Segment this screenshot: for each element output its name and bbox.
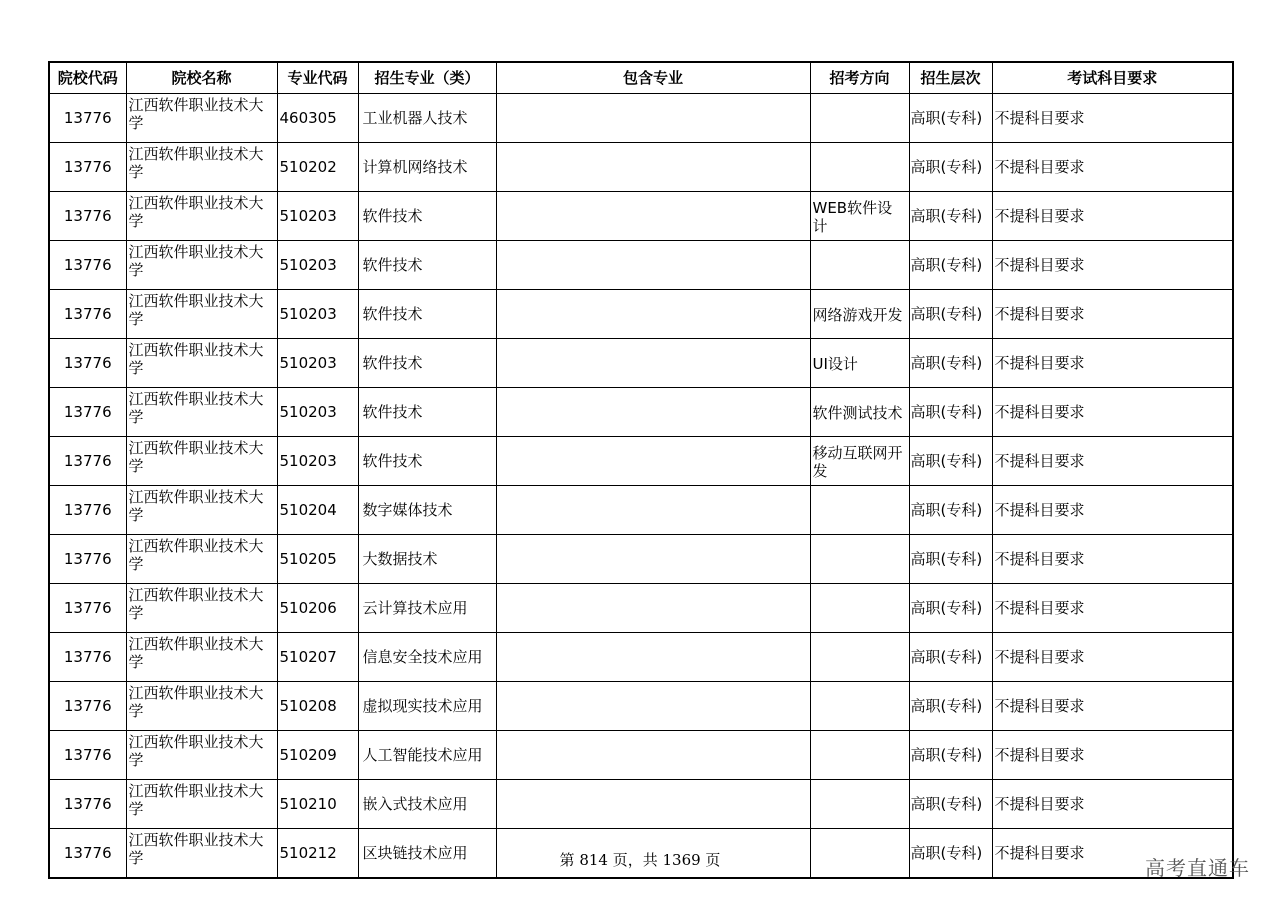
cell-school-code: 13776 <box>49 241 126 290</box>
cell-school-name: 江西软件职业技术大学 <box>126 633 277 682</box>
cell-major-code: 510212 <box>277 829 358 879</box>
cell-included-majors <box>496 584 810 633</box>
cell-included-majors <box>496 731 810 780</box>
cell-major-code: 460305 <box>277 94 358 143</box>
cell-direction <box>810 241 909 290</box>
cell-subject-requirement: 不提科目要求 <box>992 241 1233 290</box>
cell-included-majors <box>496 388 810 437</box>
cell-major: 软件技术 <box>358 290 496 339</box>
cell-major: 计算机网络技术 <box>358 143 496 192</box>
cell-school-code: 13776 <box>49 780 126 829</box>
cell-included-majors <box>496 437 810 486</box>
header-subject-requirement: 考试科目要求 <box>992 62 1233 94</box>
table-row <box>49 388 1233 437</box>
table-row <box>49 731 1233 780</box>
cell-direction <box>810 633 909 682</box>
cell-direction <box>810 584 909 633</box>
header-major-code: 专业代码 <box>277 62 358 94</box>
cell-direction <box>810 486 909 535</box>
cell-school-code: 13776 <box>49 633 126 682</box>
cell-major: 人工智能技术应用 <box>358 731 496 780</box>
cell-major-code: 510203 <box>277 339 358 388</box>
cell-major-code: 510203 <box>277 388 358 437</box>
cell-direction <box>810 94 909 143</box>
cell-included-majors <box>496 339 810 388</box>
table-row <box>49 535 1233 584</box>
cell-school-code: 13776 <box>49 829 126 879</box>
table-row <box>49 339 1233 388</box>
cell-major: 软件技术 <box>358 192 496 241</box>
cell-level: 高职(专科) <box>909 633 992 682</box>
cell-subject-requirement: 不提科目要求 <box>992 535 1233 584</box>
table-row <box>49 437 1233 486</box>
cell-direction <box>810 535 909 584</box>
cell-major-code: 510204 <box>277 486 358 535</box>
cell-school-code: 13776 <box>49 437 126 486</box>
cell-direction <box>810 731 909 780</box>
header-school-code: 院校代码 <box>49 62 126 94</box>
cell-major-code: 510209 <box>277 731 358 780</box>
cell-direction: WEB软件设计 <box>810 192 909 241</box>
cell-subject-requirement: 不提科目要求 <box>992 94 1233 143</box>
cell-included-majors <box>496 192 810 241</box>
cell-major: 软件技术 <box>358 241 496 290</box>
cell-direction: 软件测试技术 <box>810 388 909 437</box>
cell-school-name: 江西软件职业技术大学 <box>126 829 277 879</box>
cell-level: 高职(专科) <box>909 780 992 829</box>
cell-school-name: 江西软件职业技术大学 <box>126 437 277 486</box>
cell-school-name: 江西软件职业技术大学 <box>126 143 277 192</box>
cell-included-majors <box>496 290 810 339</box>
table-body <box>49 94 1233 879</box>
cell-school-name: 江西软件职业技术大学 <box>126 290 277 339</box>
cell-included-majors <box>496 633 810 682</box>
cell-school-code: 13776 <box>49 682 126 731</box>
cell-school-name: 江西软件职业技术大学 <box>126 535 277 584</box>
cell-level: 高职(专科) <box>909 682 992 731</box>
table-row <box>49 94 1233 143</box>
cell-level: 高职(专科) <box>909 437 992 486</box>
cell-included-majors <box>496 535 810 584</box>
cell-major-code: 510202 <box>277 143 358 192</box>
cell-major-code: 510203 <box>277 241 358 290</box>
cell-level: 高职(专科) <box>909 192 992 241</box>
header-level: 招生层次 <box>909 62 992 94</box>
cell-level: 高职(专科) <box>909 143 992 192</box>
cell-level: 高职(专科) <box>909 486 992 535</box>
table-row <box>49 143 1233 192</box>
cell-included-majors <box>496 682 810 731</box>
cell-school-code: 13776 <box>49 290 126 339</box>
table-row <box>49 290 1233 339</box>
cell-major-code: 510205 <box>277 535 358 584</box>
cell-subject-requirement: 不提科目要求 <box>992 486 1233 535</box>
cell-included-majors <box>496 780 810 829</box>
header-major: 招生专业（类） <box>358 62 496 94</box>
cell-school-name: 江西软件职业技术大学 <box>126 241 277 290</box>
cell-school-code: 13776 <box>49 486 126 535</box>
cell-included-majors <box>496 94 810 143</box>
table-row <box>49 486 1233 535</box>
cell-school-name: 江西软件职业技术大学 <box>126 388 277 437</box>
cell-major: 软件技术 <box>358 437 496 486</box>
page-number: 第 814 页，共 1369 页 <box>559 851 721 869</box>
cell-included-majors <box>496 143 810 192</box>
table-row <box>49 682 1233 731</box>
cell-school-name: 江西软件职业技术大学 <box>126 682 277 731</box>
cell-school-code: 13776 <box>49 584 126 633</box>
cell-major: 软件技术 <box>358 339 496 388</box>
cell-school-code: 13776 <box>49 535 126 584</box>
cell-major-code: 510207 <box>277 633 358 682</box>
cell-major-code: 510206 <box>277 584 358 633</box>
cell-subject-requirement: 不提科目要求 <box>992 143 1233 192</box>
cell-level: 高职(专科) <box>909 829 992 879</box>
cell-major: 虚拟现实技术应用 <box>358 682 496 731</box>
cell-direction: 网络游戏开发 <box>810 290 909 339</box>
table-row <box>49 192 1233 241</box>
cell-major: 数字媒体技术 <box>358 486 496 535</box>
cell-major: 嵌入式技术应用 <box>358 780 496 829</box>
admissions-table <box>48 61 1234 879</box>
cell-school-name: 江西软件职业技术大学 <box>126 339 277 388</box>
header-row <box>49 62 1233 94</box>
cell-subject-requirement: 不提科目要求 <box>992 388 1233 437</box>
cell-major-code: 510203 <box>277 192 358 241</box>
cell-school-name: 江西软件职业技术大学 <box>126 731 277 780</box>
cell-included-majors <box>496 241 810 290</box>
cell-subject-requirement: 不提科目要求 <box>992 339 1233 388</box>
cell-major: 大数据技术 <box>358 535 496 584</box>
cell-subject-requirement: 不提科目要求 <box>992 731 1233 780</box>
cell-level: 高职(专科) <box>909 339 992 388</box>
cell-school-name: 江西软件职业技术大学 <box>126 94 277 143</box>
cell-school-code: 13776 <box>49 94 126 143</box>
cell-major: 云计算技术应用 <box>358 584 496 633</box>
cell-major-code: 510210 <box>277 780 358 829</box>
header-included-majors: 包含专业 <box>496 62 810 94</box>
cell-major: 软件技术 <box>358 388 496 437</box>
cell-school-code: 13776 <box>49 388 126 437</box>
cell-major: 信息安全技术应用 <box>358 633 496 682</box>
table-row <box>49 780 1233 829</box>
cell-direction <box>810 682 909 731</box>
cell-level: 高职(专科) <box>909 241 992 290</box>
cell-subject-requirement: 不提科目要求 <box>992 290 1233 339</box>
cell-school-name: 江西软件职业技术大学 <box>126 486 277 535</box>
cell-direction <box>810 143 909 192</box>
watermark-logo-text: 高考直通车 <box>1145 856 1250 880</box>
cell-school-name: 江西软件职业技术大学 <box>126 584 277 633</box>
cell-major-code: 510208 <box>277 682 358 731</box>
table-row <box>49 241 1233 290</box>
cell-level: 高职(专科) <box>909 584 992 633</box>
cell-subject-requirement: 不提科目要求 <box>992 437 1233 486</box>
cell-school-name: 江西软件职业技术大学 <box>126 192 277 241</box>
table-row <box>49 584 1233 633</box>
cell-direction: 移动互联网开发 <box>810 437 909 486</box>
cell-major: 区块链技术应用 <box>358 829 496 879</box>
cell-school-code: 13776 <box>49 731 126 780</box>
cell-major: 工业机器人技术 <box>358 94 496 143</box>
cell-major-code: 510203 <box>277 437 358 486</box>
cell-subject-requirement: 不提科目要求 <box>992 682 1233 731</box>
cell-subject-requirement: 不提科目要求 <box>992 192 1233 241</box>
cell-level: 高职(专科) <box>909 731 992 780</box>
header-school-name: 院校名称 <box>126 62 277 94</box>
cell-school-code: 13776 <box>49 192 126 241</box>
cell-direction: UI设计 <box>810 339 909 388</box>
cell-level: 高职(专科) <box>909 290 992 339</box>
header-direction: 招考方向 <box>810 62 909 94</box>
cell-subject-requirement: 不提科目要求 <box>992 633 1233 682</box>
cell-subject-requirement: 不提科目要求 <box>992 829 1233 879</box>
cell-level: 高职(专科) <box>909 94 992 143</box>
table-row <box>49 633 1233 682</box>
cell-direction <box>810 780 909 829</box>
cell-school-name: 江西软件职业技术大学 <box>126 780 277 829</box>
cell-school-code: 13776 <box>49 143 126 192</box>
cell-school-code: 13776 <box>49 339 126 388</box>
cell-level: 高职(专科) <box>909 535 992 584</box>
cell-subject-requirement: 不提科目要求 <box>992 780 1233 829</box>
cell-included-majors <box>496 486 810 535</box>
cell-level: 高职(专科) <box>909 388 992 437</box>
cell-major-code: 510203 <box>277 290 358 339</box>
cell-subject-requirement: 不提科目要求 <box>992 584 1233 633</box>
